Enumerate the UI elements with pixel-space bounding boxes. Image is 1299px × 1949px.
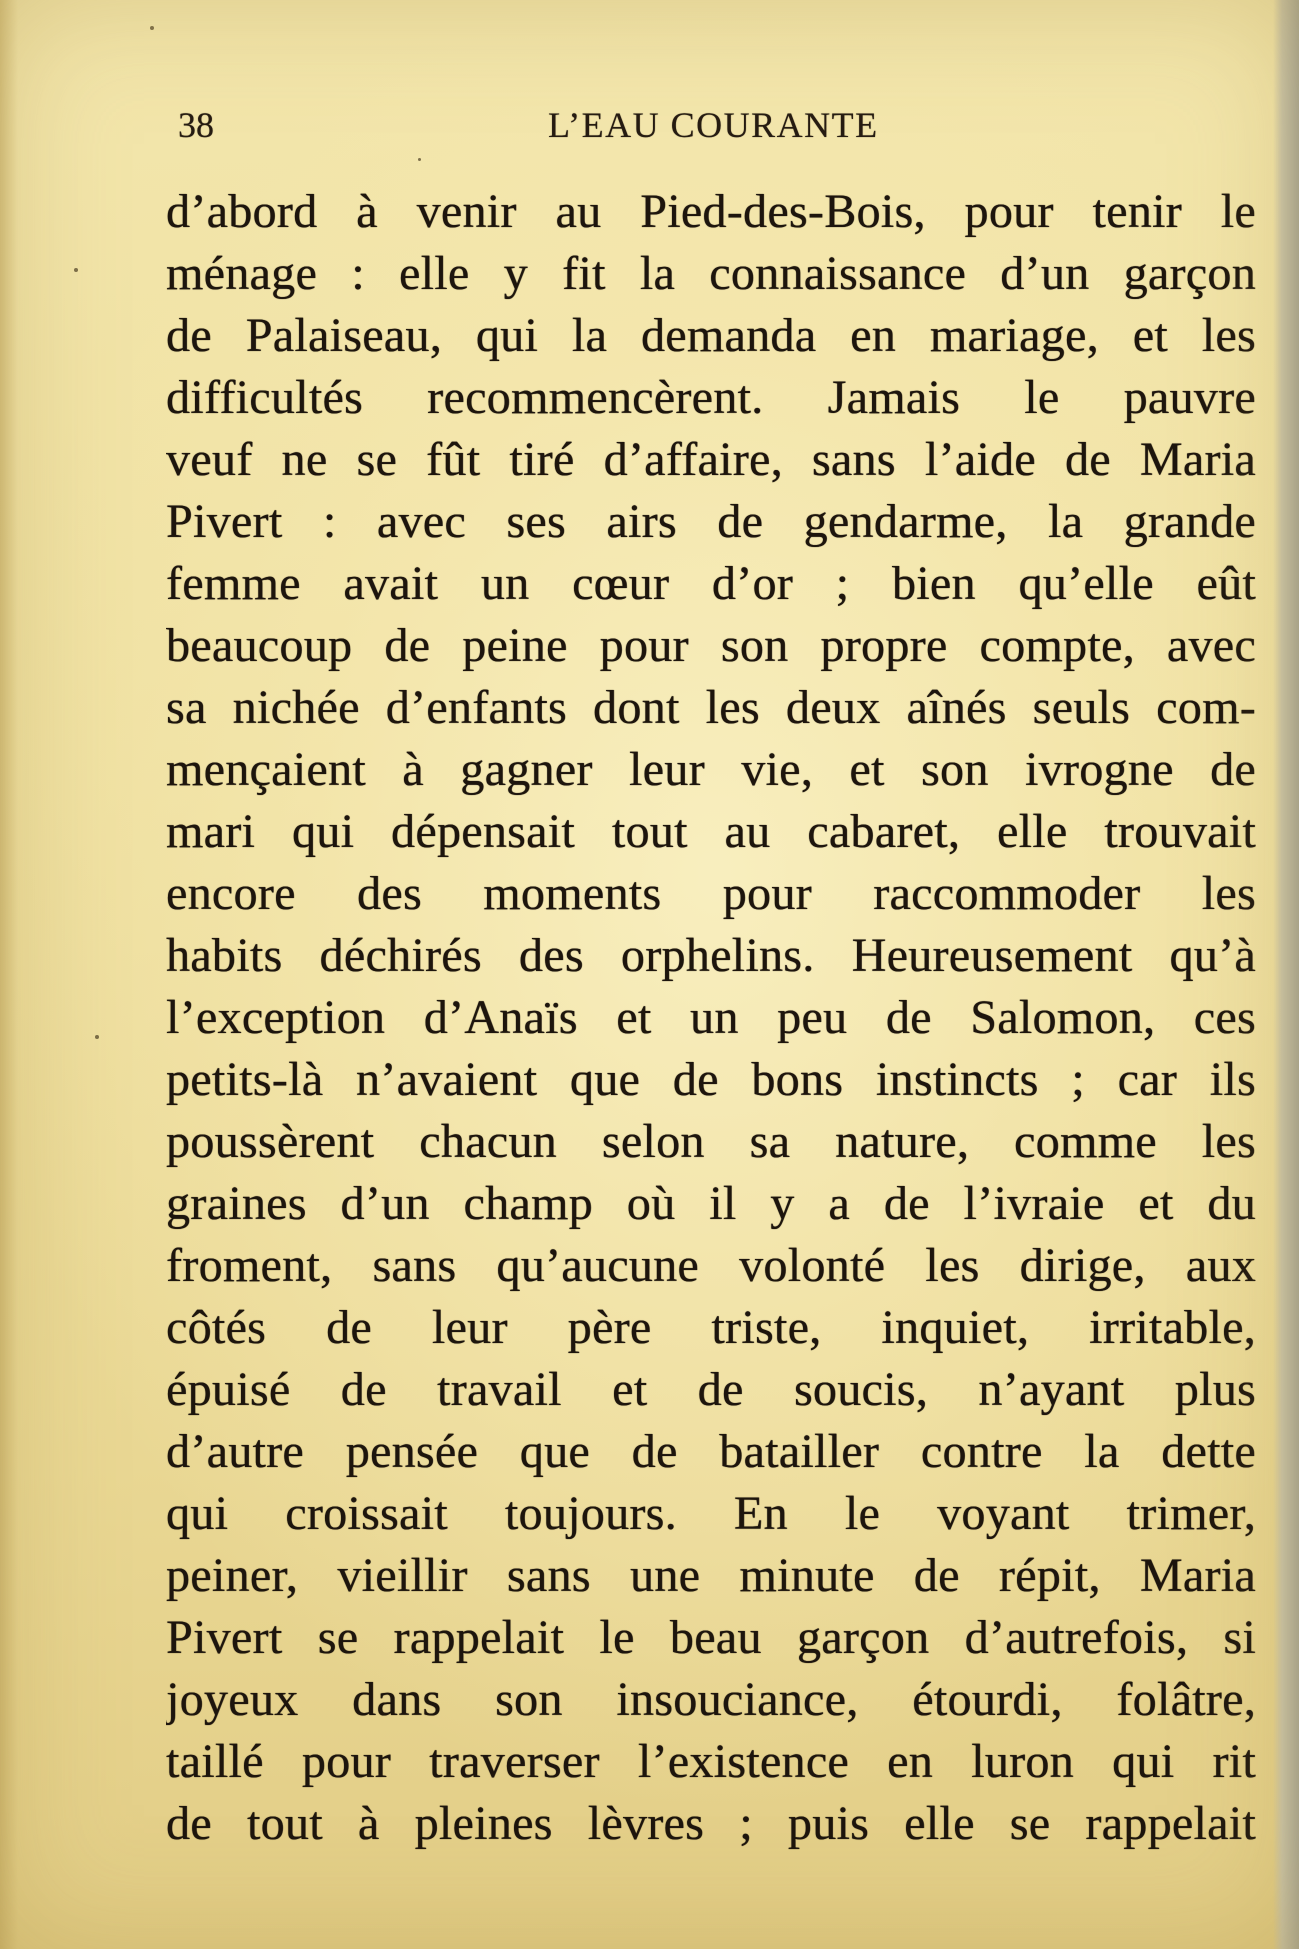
text-line: mençaient à gagner leur vie, et son ivrogne de [166,743,1256,796]
paper-speck [74,268,78,272]
text-line: joyeux dans son insouciance, étourdi, folâtre, [166,1673,1256,1726]
body-text [166,181,1256,1855]
paper-speck [150,26,154,30]
text-line: encore des moments pour raccommoder les [166,867,1256,920]
text-line: d’autre pensée que de batailler contre la dette [166,1425,1256,1478]
text-line: habits déchirés des orphelins. Heureusement qu’à [166,929,1256,982]
text-line: mari qui dépensait tout au cabaret, elle trouvait [166,805,1256,858]
text-line: de tout à pleines lèvres ; puis elle se rappelait [166,1797,1256,1850]
page-number: 38 [178,105,214,145]
text-line: poussèrent chacun selon sa nature, comme les [166,1115,1256,1168]
text-line: peiner, vieillir sans une minute de répit, Maria [166,1549,1256,1602]
page-left-edge-shadow [0,0,18,1949]
text-line: Pivert : avec ses airs de gendarme, la grande [166,495,1256,548]
text-line: froment, sans qu’aucune volonté les dirige, aux [166,1239,1256,1292]
text-line: femme avait un cœur d’or ; bien qu’elle eût [166,557,1256,610]
text-line: beaucoup de peine pour son propre compte, avec [166,619,1256,672]
text-line: de Palaiseau, qui la demanda en mariage, et les [166,309,1256,362]
text-line: ménage : elle y fit la connaissance d’un garçon [166,247,1256,300]
text-line: petits-là n’avaient que de bons instincts ; car ils [166,1053,1256,1106]
text-line: sa nichée d’enfants dont les deux aînés seuls com- [166,681,1256,734]
text-line: côtés de leur père triste, inquiet, irritable, [166,1301,1256,1354]
paper-speck [95,1035,99,1039]
text-line: d’abord à venir au Pied-des-Bois, pour tenir le [166,185,1256,238]
text-line: Pivert se rappelait le beau garçon d’autrefois, si [166,1611,1256,1664]
text-line: veuf ne se fût tiré d’affaire, sans l’aide de Maria [166,433,1256,486]
text-line: difficultés recommencèrent. Jamais le pauvre [166,371,1256,424]
text-line: épuisé de travail et de soucis, n’ayant plus [166,1363,1256,1416]
text-line: taillé pour traverser l’existence en luron qui rit [166,1735,1256,1788]
text-line: qui croissait toujours. En le voyant trimer, [166,1487,1256,1540]
paper-speck [418,158,421,161]
page-right-edge [1273,0,1299,1949]
text-line: l’exception d’Anaïs et un peu de Salomon, ces [166,991,1256,1044]
running-head: L’EAU COURANTE [548,105,879,145]
text-line: graines d’un champ où il y a de l’ivraie et du [166,1177,1256,1230]
